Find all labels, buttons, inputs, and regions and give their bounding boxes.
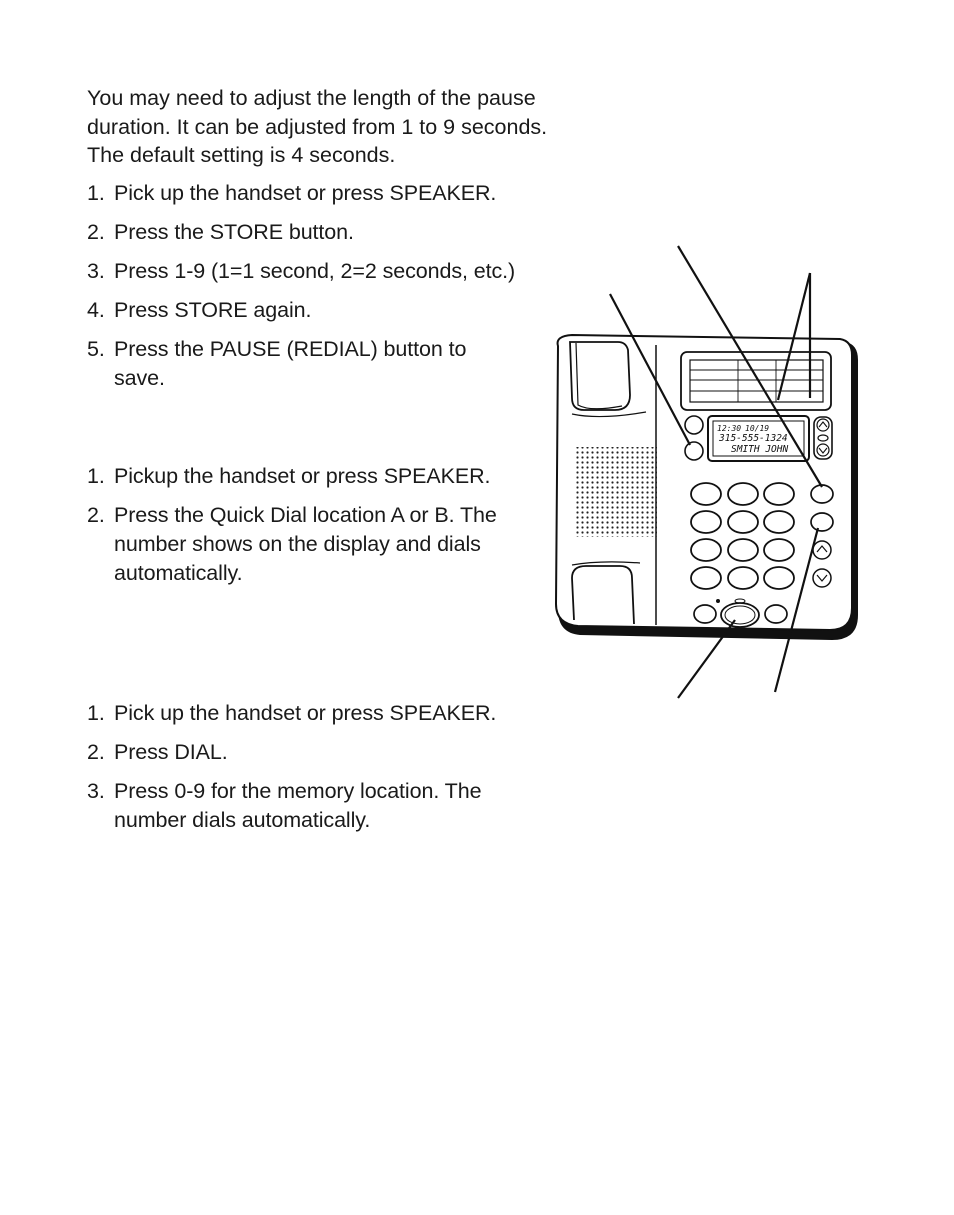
keypad-key[interactable] [691,511,721,533]
keypad-key[interactable] [691,539,721,561]
intro-paragraph: You may need to adjust the length of the pause duration. It can be adjusted from 1 to 9 seconds. The default setting is 4 seconds. [87,86,548,167]
scroll-up-button[interactable] [817,419,829,431]
step-text: Press the PAUSE (REDIAL) button to save. [114,337,467,390]
display-name: SMITH JOHN [731,444,789,455]
speaker-button[interactable] [721,603,759,627]
list-item [87,462,557,491]
step-number: 3. [87,779,105,803]
list-item [87,777,557,835]
display-date: 10/19 [745,424,770,433]
step-text: Press STORE again. [114,298,312,322]
list-item [87,296,557,325]
scroll-down-button[interactable] [817,444,829,456]
volume-down-button[interactable] [813,569,831,587]
keypad-key[interactable] [764,511,794,533]
flash-button[interactable] [765,605,787,623]
handset-top [570,342,630,410]
quick-dial-steps [87,462,557,598]
quick-dial-b-button[interactable] [811,513,833,531]
step-text: Pick up the handset or press SPEAKER. [114,181,497,205]
quick-dial-a-button[interactable] [811,485,833,503]
step-text: Press 0-9 for the memory location. The number dials automatically. [114,779,482,832]
step-number: 2. [87,503,105,527]
step-text: Press 1-9 (1=1 second, 2=2 seconds, etc.) [114,259,516,283]
keypad-key[interactable] [691,567,721,589]
keypad-key[interactable] [764,567,794,589]
keypad-key[interactable] [764,539,794,561]
list-item [87,335,514,393]
handset-bottom [572,566,634,624]
keypad-key[interactable] [764,483,794,505]
step-number: 1. [87,181,105,205]
step-number: 3. [87,259,105,283]
list-item [87,257,557,286]
step-number: 2. [87,220,105,244]
step-number: 5. [87,337,105,361]
volume-up-button[interactable] [813,541,831,559]
pause-duration-steps [87,179,557,403]
display-time: 12:30 [717,424,742,433]
step-text: Press the Quick Dial location A or B. The number shows on the display and dials automatically. [114,503,497,585]
list-item [87,738,557,767]
keypad-key[interactable] [728,567,758,589]
step-text: Pick up the handset or press SPEAKER. [114,701,497,725]
step-text: Pickup the handset or press SPEAKER. [114,464,491,488]
step-number: 1. [87,701,105,725]
step-text: Press the STORE button. [114,220,354,244]
step-number: 1. [87,464,105,488]
store-button[interactable] [685,442,703,460]
list-item [87,699,557,728]
memory-dial-steps [87,699,557,845]
speaker-grille [575,447,657,537]
telephone-illustration [545,235,875,705]
step-text: Press DIAL. [114,740,228,764]
redial-button[interactable] [694,605,716,623]
step-number: 2. [87,740,105,764]
keypad-key[interactable] [728,511,758,533]
display-number: 315-555-1324 [719,433,788,444]
step-number: 4. [87,298,105,322]
indicator-led [716,599,720,603]
keypad-key[interactable] [728,539,758,561]
list-item [87,218,557,247]
function-button[interactable] [685,416,703,434]
keypad-key[interactable] [728,483,758,505]
list-item [87,501,557,588]
keypad-key[interactable] [691,483,721,505]
list-item [87,179,557,208]
